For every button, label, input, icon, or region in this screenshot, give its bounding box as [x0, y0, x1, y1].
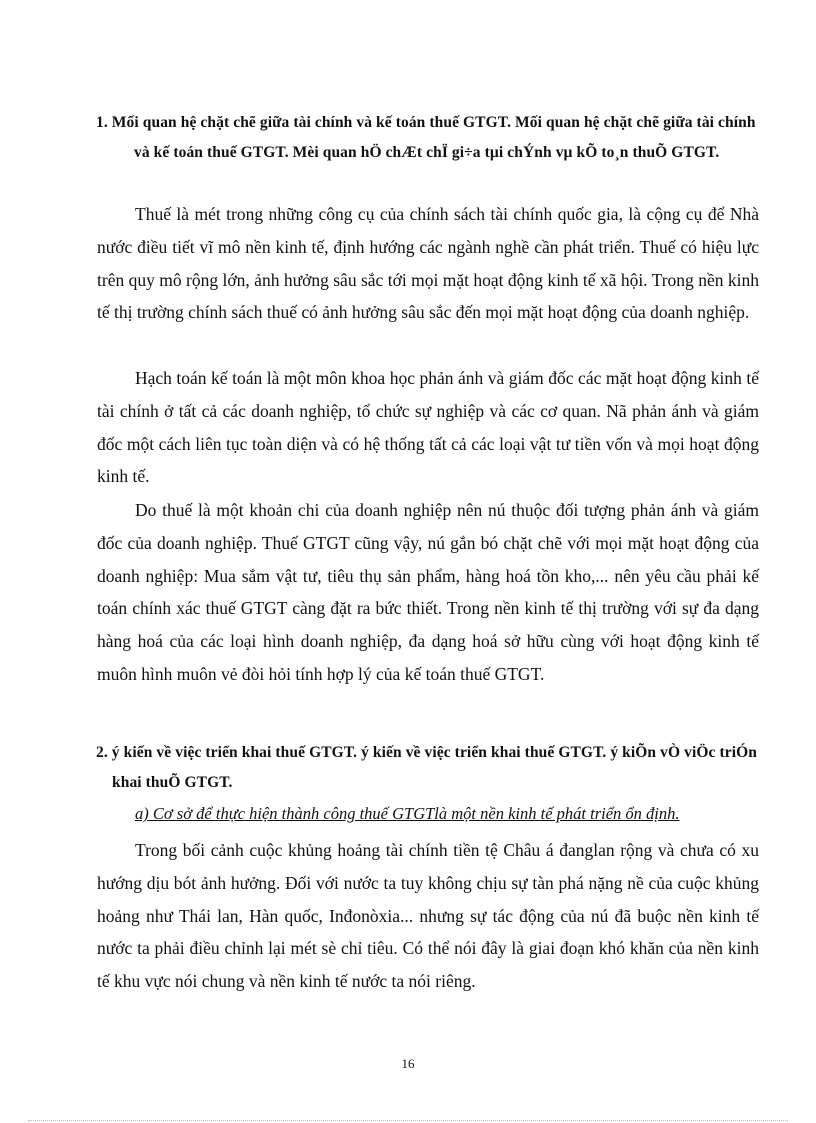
section-1-heading — [96, 108, 760, 168]
section-1-paragraph-1: Thuế là mét trong những công cụ của chính sách tài chính quốc gia, là cộng cụ để Nhà nước điều tiết vĩ mô nền kinh tế, định hướng các ngành nghề cần phát triển. Thuế có hiệu lực trên quy mô rộng lớn, ảnh hưởng sâu sắc tới mọi mặt hoạt động kinh tế xã hội. Trong nền kinh tế thị trường chính sách thuế có ảnh hưởng sâu sắc đến mọi mặt hoạt động của doanh nghiệp. — [97, 204, 759, 323]
page-bottom-divider — [28, 1120, 788, 1121]
section-2-subheading: a) Cơ sở để thực hiện thành công thuế GTGTlà một nền kinh tế phát triển ổn định. — [135, 804, 680, 823]
section-1-paragraph-2: Hạch toán kế toán là một môn khoa học phản ánh và giám đốc các mặt hoạt động kinh tế tài chính ở tất cả các doanh nghiệp, tổ chức sự nghiệp và các cơ quan. Nã phản ánh và giám đốc một cách liên tục toàn diện và có hệ thống tất cả các loại vật tư tiền vốn và mọi hoạt động kinh tế. — [97, 368, 759, 487]
section-2-paragraph-1: Trong bối cảnh cuộc khủng hoảng tài chính tiền tệ Châu á đanglan rộng và chưa có xu hướng dịu bót ảnh hưởng. Đối với nước ta tuy không chịu sự tàn phá nặng nề của cuộc khủng hoảng như Thái lan, Hàn quốc, Inđonòxia... nhưng sự tác động của nú đã buộc nền kinh tế nước ta phải điều chỉnh lại mét sè chỉ tiêu. Có thể nói đây là giai đoạn khó khăn của nền kinh tế khu vực nói chung và nền kinh tế nước ta nói riêng. — [97, 840, 759, 992]
section-1-heading-text: 1. Mối quan hệ chặt chẽ giữa tài chính và kế toán thuế GTGT. Mối quan hệ chặt chẽ giữa tài chính và kế toán thuế GTGT. Mèi quan hÖ chÆt chÏ gi÷a tµi chÝnh vµ kÕ to¸n thuÕ GTGT. — [96, 114, 756, 161]
section-1-paragraph-3: Do thuế là một khoản chi của doanh nghiệp nên nú thuộc đối tượng phản ánh và giám đốc của doanh nghiệp. Thuế GTGT cũng vậy, nú gắn bó chặt chẽ với mọi mặt hoạt động của doanh nghiệp: Mua sắm vật tư, tiêu thụ sản phẩm, hàng hoá tồn kho,... nên yêu cầu phải kế toán chính xác thuế GTGT càng đặt ra bức thiết. Trong nền kinh tế thị trường với sự đa dạng hàng hoá của các loại hình doanh nghiệp, đa dạng hoá sở hữu cùng với hoạt động kinh tế muôn hình muôn vẻ đòi hỏi tính hợp lý của kế toán thuế GTGT. — [97, 500, 759, 684]
section-2-heading — [96, 738, 760, 798]
page-number: 16 — [401, 1056, 415, 1071]
section-2-heading-text: 2. ý kiến về việc triển khai thuế GTGT. ý kiến về việc triển khai thuế GTGT. ý kiÕn vÒ viÖc triÓn khai thuÕ GTGT. — [96, 744, 758, 791]
